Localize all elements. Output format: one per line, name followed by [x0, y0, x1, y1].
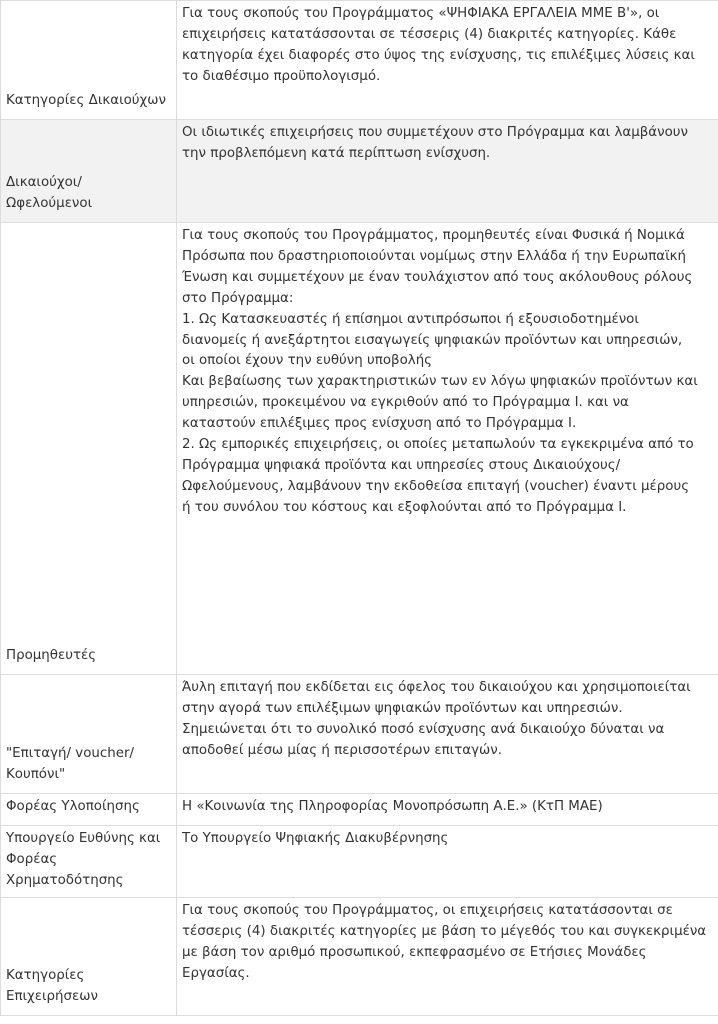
term-text: Κατηγορίες Δικαιούχων — [6, 93, 166, 109]
definition-line: διανομείς ή ανεξάρτητοι εισαγωγείς ψηφιακών προϊόντων και υπηρεσιών, — [182, 332, 683, 348]
term-cell — [1, 794, 177, 826]
definition-line: Και βεβαίωσης των χαρακτηριστικών των εν λόγω ψηφιακών προϊόντων και — [182, 374, 698, 390]
definition-line: κατηγορία έχει διαφορές στο ύψος της ενίσχυσης, τις επιλέξιμες λύσεις και — [182, 47, 695, 63]
definition-line: επιχειρήσεις κατατάσσονται σε τέσσερις (4) διακριτές κατηγορίες. Κάθε — [182, 26, 677, 42]
term-cell — [1, 1, 177, 120]
term-text: Ωφελούμενοι — [6, 196, 93, 212]
definition-line: το διαθέσιμο προϋπολογισμό. — [182, 68, 381, 84]
definition-line: την προβλεπόμενη κατά περίπτωση ενίσχυση. — [182, 145, 491, 161]
definition-line: με βάση τον αριθμό προσωπικού, εκπεφρασμένο σε Ετήσιες Μονάδες — [182, 944, 647, 960]
term-text: Προμηθευτές — [6, 648, 97, 664]
definition-line: 1. Ως Κατασκευαστές ή επίσημοι αντιπρόσωποι ή εξουσιοδοτημένοι — [182, 311, 639, 327]
definition-cell — [177, 223, 718, 675]
term-text: Φορέας Υλοποίησης — [6, 799, 140, 814]
table-row — [1, 1, 718, 120]
table-row — [1, 120, 718, 223]
term-text: Φορέας — [6, 851, 58, 867]
definition-line: ή του συνόλου του κόστους και εξοφλούνται από το Πρόγραμμα Ι. — [182, 499, 627, 515]
term-text: "Επιταγή/ voucher/ — [6, 746, 134, 762]
term-text: Επιχειρήσεων — [6, 989, 98, 1005]
term-cell — [1, 826, 177, 898]
definition-line: Για τους σκοπούς του Προγράμματος, προμηθευτές είναι Φυσικά ή Νομικά — [182, 228, 685, 243]
definition-line: Πρόγραμμα ψηφιακά προϊόντα και υπηρεσίες στους Δικαιούχους/ — [182, 457, 621, 473]
definition-line: στο Πρόγραμμα: — [182, 290, 294, 306]
definition-line: Ένωση και συμμετέχουν με έναν τουλάχιστον από τους ακόλουθους ρόλους — [182, 269, 693, 285]
term-cell — [1, 223, 177, 675]
definition-cell — [177, 826, 718, 898]
definition-cell — [177, 1, 718, 120]
table-row — [1, 898, 718, 1016]
definition-line: Για τους σκοπούς του Προγράμματος «ΨΗΦΙΑΚΑ ΕΡΓΑΛΕΙΑ ΜΜΕ Β'», οι — [182, 6, 660, 21]
definition-line: υπηρεσιών, προκειμένου να εγκριθούν από το Πρόγραμμα Ι. και να — [182, 395, 629, 411]
definition-line: στην αγορά των επιλέξιμων ψηφιακών προϊόντων και υπηρεσιών. — [182, 700, 623, 716]
table-row — [1, 794, 718, 826]
term-cell — [1, 898, 177, 1016]
term-text: Χρηματοδότησης — [6, 872, 124, 888]
term-cell — [1, 675, 177, 794]
definition-cell — [177, 898, 718, 1016]
definition-line: Σημειώνεται ότι το συνολικό ποσό ενίσχυσης ανά δικαιούχο δύναται να — [182, 721, 665, 737]
definition-line: αποδοθεί μέσω μίας ή περισσοτέρων επιταγών. — [182, 742, 502, 758]
definition-line: οι οποίοι έχουν την ευθύνη υποβολής — [182, 353, 433, 369]
term-cell — [1, 120, 177, 223]
definition-cell — [177, 120, 718, 223]
definition-cell — [177, 675, 718, 794]
table-row — [1, 826, 718, 898]
definition-line: Ωφελούμενους, λαμβάνουν την εκδοθείσα επιταγή (voucher) έναντι μέρους — [182, 478, 690, 494]
definition-line: 2. Ως εμπορικές επιχειρήσεις, οι οποίες μεταπωλούν τα εγκεκριμένα από το — [182, 437, 694, 453]
definition-line: Πρόσωπα που δραστηριοποιούνται νομίμως στην Ελλάδα ή την Ευρωπαϊκή — [182, 248, 687, 264]
definition-line: καταστούν επιλέξιμες προς ενίσχυση από το Πρόγραμμα Ι. — [182, 416, 577, 432]
table-row — [1, 223, 718, 675]
definition-line: Το Υπουργείο Ψηφιακής Διακυβέρνησης — [182, 831, 449, 846]
term-text: Δικαιούχοι/ — [6, 175, 82, 191]
term-text: Υπουργείο Ευθύνης και — [6, 831, 161, 846]
definition-line: Οι ιδιωτικές επιχειρήσεις που συμμετέχουν στο Πρόγραμμα και λαμβάνουν — [182, 125, 688, 140]
definition-line: Εργασίας. — [182, 965, 250, 981]
table-row — [1, 675, 718, 794]
definition-line: Για τους σκοπούς του Προγράμματος, οι επιχειρήσεις κατατάσσονται σε — [182, 903, 673, 918]
definition-line: Άυλη επιταγή που εκδίδεται εις όφελος του δικαιούχου και χρησιμοποιείται — [182, 680, 691, 695]
definition-line: Η «Κοινωνία της Πληροφορίας Μονοπρόσωπη Α.Ε.» (ΚτΠ ΜΑΕ) — [182, 799, 603, 814]
term-text: Κουπόνι" — [6, 767, 66, 783]
definition-cell — [177, 794, 718, 826]
definition-line: τέσσερις (4) διακριτές κατηγορίες με βάση το μέγεθός του και συγκεκριμένα — [182, 923, 707, 939]
term-text: Κατηγορίες — [6, 968, 85, 984]
